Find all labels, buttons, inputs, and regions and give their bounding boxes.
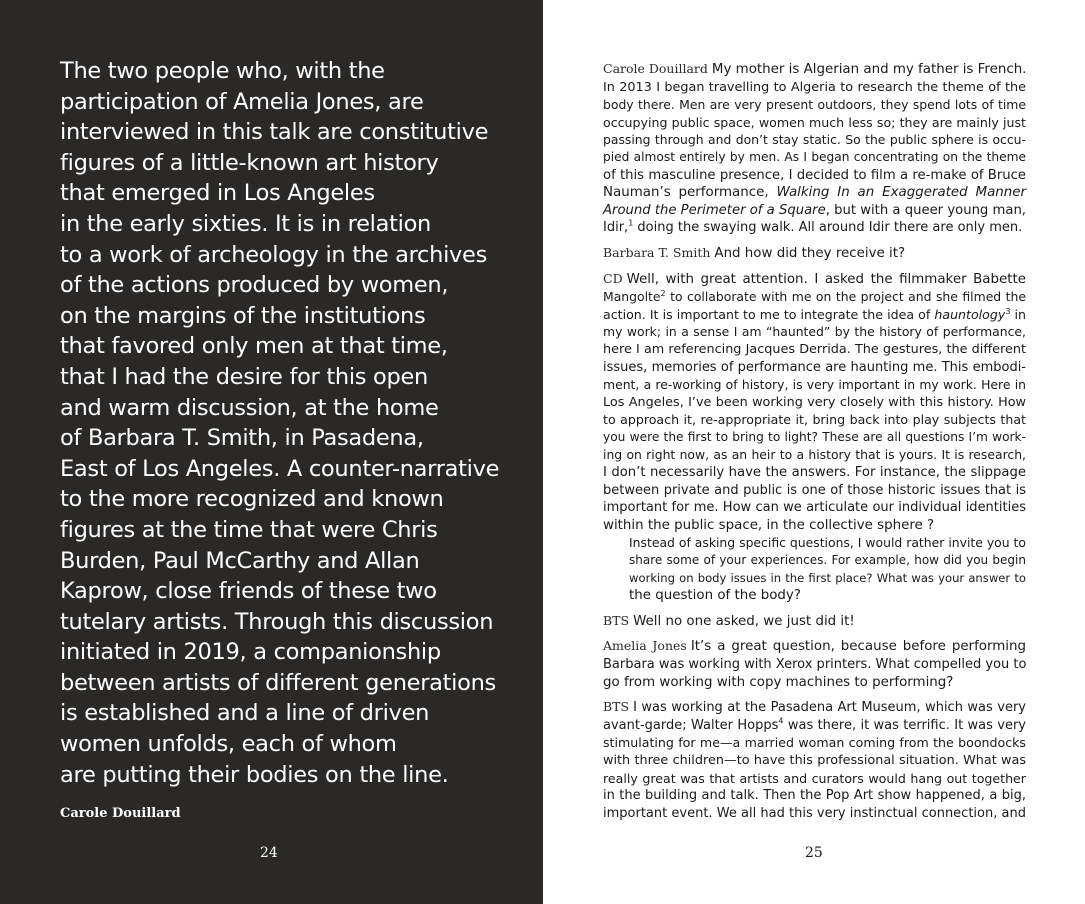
text-line: occupying public space, women much less so; they are mainly just [603,114,1026,130]
text-line: here I am referencing Jacques Derrida. The gestures, the different [603,341,1026,357]
text-line: body there. Men are very present outdoors, they spend lots of time [603,97,1026,113]
text-line: between private and public is one of those historic issues that is [603,482,1026,498]
intro-line: that I had the desire for this open [60,363,428,390]
paragraph-cd-continued [603,534,1026,604]
text-line: stimulating for me—a married woman coming from the boondocks [603,735,1026,751]
text-line: go from working with copy machines to performing? [603,674,954,690]
speaker-label: Barbara T. Smith [603,244,711,260]
paragraph-bts [603,612,1026,631]
paragraph-barbara-t-smith [603,244,1026,263]
intro-line: to a work of archeology in the archives [60,241,488,268]
paragraph-carole-douillard [603,60,1026,237]
text-line: avant-garde; Walter Hopps$^4$ was there, it was terrific. It was very [603,716,1026,733]
intro-line: between artists of different generations [60,669,496,696]
text-line: Around the Perimeter of a Square, but with a queer young man, [603,202,1026,218]
text-line: really great was that artists and curators would hang out together [603,770,1026,786]
text-line: pied almost entirely by men. As I began concentrating on the theme [603,149,1026,164]
intro-line: figures of a little-known art history [60,149,439,176]
intro-line: figures at the time that were Chris [60,516,438,543]
intro-line: and warm discussion, at the home [60,394,439,421]
text-line: of this masculine presence, I decided to film a re-make of Bruce [603,167,1026,183]
footnote-ref: 2 [660,289,666,298]
text-line: in the building and talk. Then the Pop Art show happened, a big, [603,788,1026,804]
right-page [543,0,1085,904]
footnote-ref: 3 [1005,306,1011,316]
text-line: action. It is important to me to integrate the idea of hauntology$^3$ in [603,306,1026,322]
text-line: Barbara T. Smith And how did they receive it? [603,244,906,261]
text-line: Carole Douillard My mother is Algerian and my father is French. [603,61,1027,77]
intro-line: in the early sixties. It is in relation [60,210,432,237]
page-number-left: 24 [260,845,278,861]
interview-text [603,60,1026,829]
text-line: ing on right now, as an heir to a history that is yours. It is research, [603,447,1026,463]
text-line: ment, a re-working of history, is very important in my work. Here in [603,377,1026,393]
paragraph-cd [603,270,1026,535]
text-line: Instead of asking specific questions, I would rather invite you to [629,535,1026,551]
paragraph-bts-2 [603,698,1026,822]
artwork-title: Around the Perimeter of a Square [603,202,826,218]
text-line: BTS Well no one asked, we just did it! [603,612,855,629]
intro-line: interviewed in this talk are constitutive [60,119,489,146]
text-line: to approach it, re-appropriate it, bring back into play subjects that [603,412,1026,428]
text-line: you were the first to bring to light? These are all questions I’m work- [603,429,1026,444]
text-line: important for me. How can we articulate our individual identities [603,500,1026,516]
text-line: important event. We all had this very instinctual connection, and [603,805,1026,821]
intro-line: Burden, Paul McCarthy and Allan [60,547,420,574]
speaker-label: Amelia Jones [603,638,687,654]
text-line: Barbara was working with Xerox printers. What compelled you to [603,657,1027,672]
intro-line: are putting their bodies on the line. [60,761,449,788]
text-line: my work; in a sense I am “haunted” by the history of performance, [603,324,1026,340]
intro-line: to the more recognized and known [60,486,444,513]
text-line: I don’t necessarily have the answers. For instance, the slippage [603,465,1026,481]
text-line: issues, memories of performance are haunting me. This embodi- [603,359,1026,375]
intro-line: The two people who, with the [60,58,385,84]
footnote-ref: 1 [628,219,634,229]
text-line: share some of your experiences. For example, how did you begin [629,553,1026,568]
page-number-right: 25 [805,845,823,861]
text-line: Nauman’s performance, Walking In an Exaggerated Manner [603,185,1027,201]
text-line: In 2013 I began travelling to Algeria to research the theme of the [603,79,1026,95]
paragraph-amelia-jones [603,637,1026,691]
intro-line: initiated in 2019, a companionship [60,639,441,666]
speaker-label: BTS [603,699,630,715]
intro-line: tutelary artists. Through this discussion [60,608,494,635]
intro-line: that emerged in Los Angeles [60,180,375,207]
text-line: Los Angeles, I’ve been working very closely with this history. How [603,394,1026,410]
text-line: Idir,$^1$ doing the swaying walk. All around Idir there are only men. [603,219,1023,236]
intro-line: women unfolds, each of whom [60,731,397,758]
intro-line: of Barbara T. Smith, in Pasadena, [60,425,424,452]
emphasis: hauntology [934,306,1006,322]
intro-line: participation of Amelia Jones, are [60,88,424,115]
text-line: within the public space, in the collective sphere ? [603,517,935,533]
intro-line: of the actions produced by women, [60,272,449,299]
intro-text [60,56,530,790]
text-line: passing through and don’t stay static. So the public sphere is occu- [603,132,1026,148]
intro-line: is established and a line of driven [60,700,430,727]
text-line: the question of the body? [629,588,801,604]
speaker-label: Carole Douillard [603,61,708,76]
text-line: BTS I was working at the Pasadena Art Museum, which was very [603,699,1026,716]
speaker-label: CD [603,270,623,286]
intro-line: Kaprow, close friends of these two [60,578,437,605]
text-line: working on body issues in the first place? What was your answer to [629,570,1026,585]
intro-line: on the margins of the institutions [60,302,426,329]
speaker-label: BTS [603,612,630,628]
text-line: Mangolte$^2$ to collaborate with me on the project and she filmed the [603,289,1026,305]
intro-signature: Carole Douillard [60,806,181,821]
intro-line: that favored only men at that time, [60,333,448,360]
text-line: Amelia Jones It’s a great question, because before performing [603,638,1026,655]
footnote-ref: 4 [778,716,784,726]
text-line: with three children—to have this professional situation. What was [603,752,1026,768]
artwork-title: Walking In an Exaggerated Manner [776,185,1027,201]
intro-line: East of Los Angeles. A counter-narrative [60,455,500,482]
text-line: CD Well, with great attention. I asked the filmmaker Babette [603,270,1026,287]
